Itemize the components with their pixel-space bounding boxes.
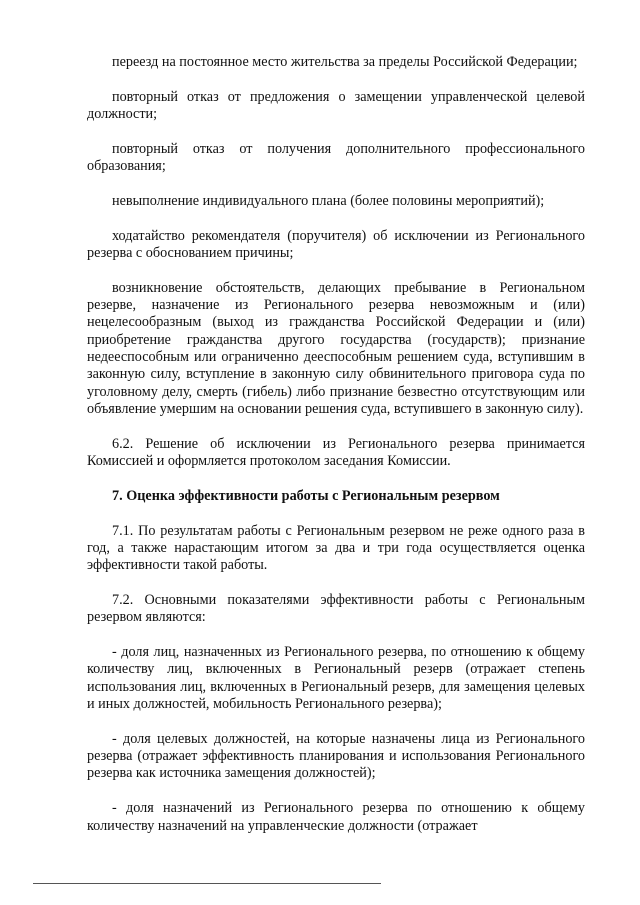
indicator-item-appointments-share: - доля назначений из Регионального резерва по отношению к общему количеству назначений на управленческие должности (отражает [87,800,585,834]
clause-7-1: 7.1. По результатам работы с Региональным резервом не реже одного раза в год, а также нарастающим итогом за два и три года осуществляется оценка эффективности такой работы. [87,522,585,574]
clause-6-2: 6.2. Решение об исключении из Регионального резерва принимается Комиссией и оформляется протоколом заседания Комиссии. [87,435,585,470]
indicator-item-target-positions: - доля целевых должностей, на которые назначены лица из Регионального резерва (отражает эффективность планирования и использования Регионального резерва как источника замещения должностей); [87,730,585,782]
list-item-refusal-education: повторный отказ от получения дополнительного профессионального образования; [87,140,585,175]
footnote-divider [33,883,381,884]
list-item-refusal-position: повторный отказ от предложения о замещении управленческой целевой должности; [87,88,585,123]
list-item-recommender-petition: ходатайство рекомендателя (поручителя) об исключении из Регионального резерва с обоснованием причины; [87,227,585,262]
indicator-item-share-appointed: - доля лиц, назначенных из Регионального резерва, по отношению к общему количеству лиц, включенных в Региональный резерв (отражает степень использования лиц, включенных в Региональный резерв, для замещения целевых и иных должностей, мобильность Регионального резерва); [87,644,585,713]
list-item-circumstances: возникновение обстоятельств, делающих пребывание в Региональном резерве, назначение из Регионального резерва невозможным и (или) нецелесообразным (выход из гражданства Российской Федерации и (или) приобретение гражданства другого государства (государств); признание недееспособным или ограниченно дееспособным решением суда, вступившим в законную силу, вступление в законную силу обвинительного приговора суда по уголовному делу, смерть (гибель) либо признание безвестно отсутствующим или объявление умершим на основании решения суда, вступившего в законную силу). [87,279,585,417]
list-item-emigration: переезд на постоянное место жительства за пределы Российской Федерации; [112,54,578,70]
section-heading: 7. Оценка эффективности работы с Региональным резервом [112,487,500,504]
clause-7-2: 7.2. Основными показателями эффективности работы с Региональным резервом являются: [87,592,585,626]
list-item-plan-failure: невыполнение индивидуального плана (более половины мероприятий); [112,192,545,209]
page-body [87,54,585,852]
